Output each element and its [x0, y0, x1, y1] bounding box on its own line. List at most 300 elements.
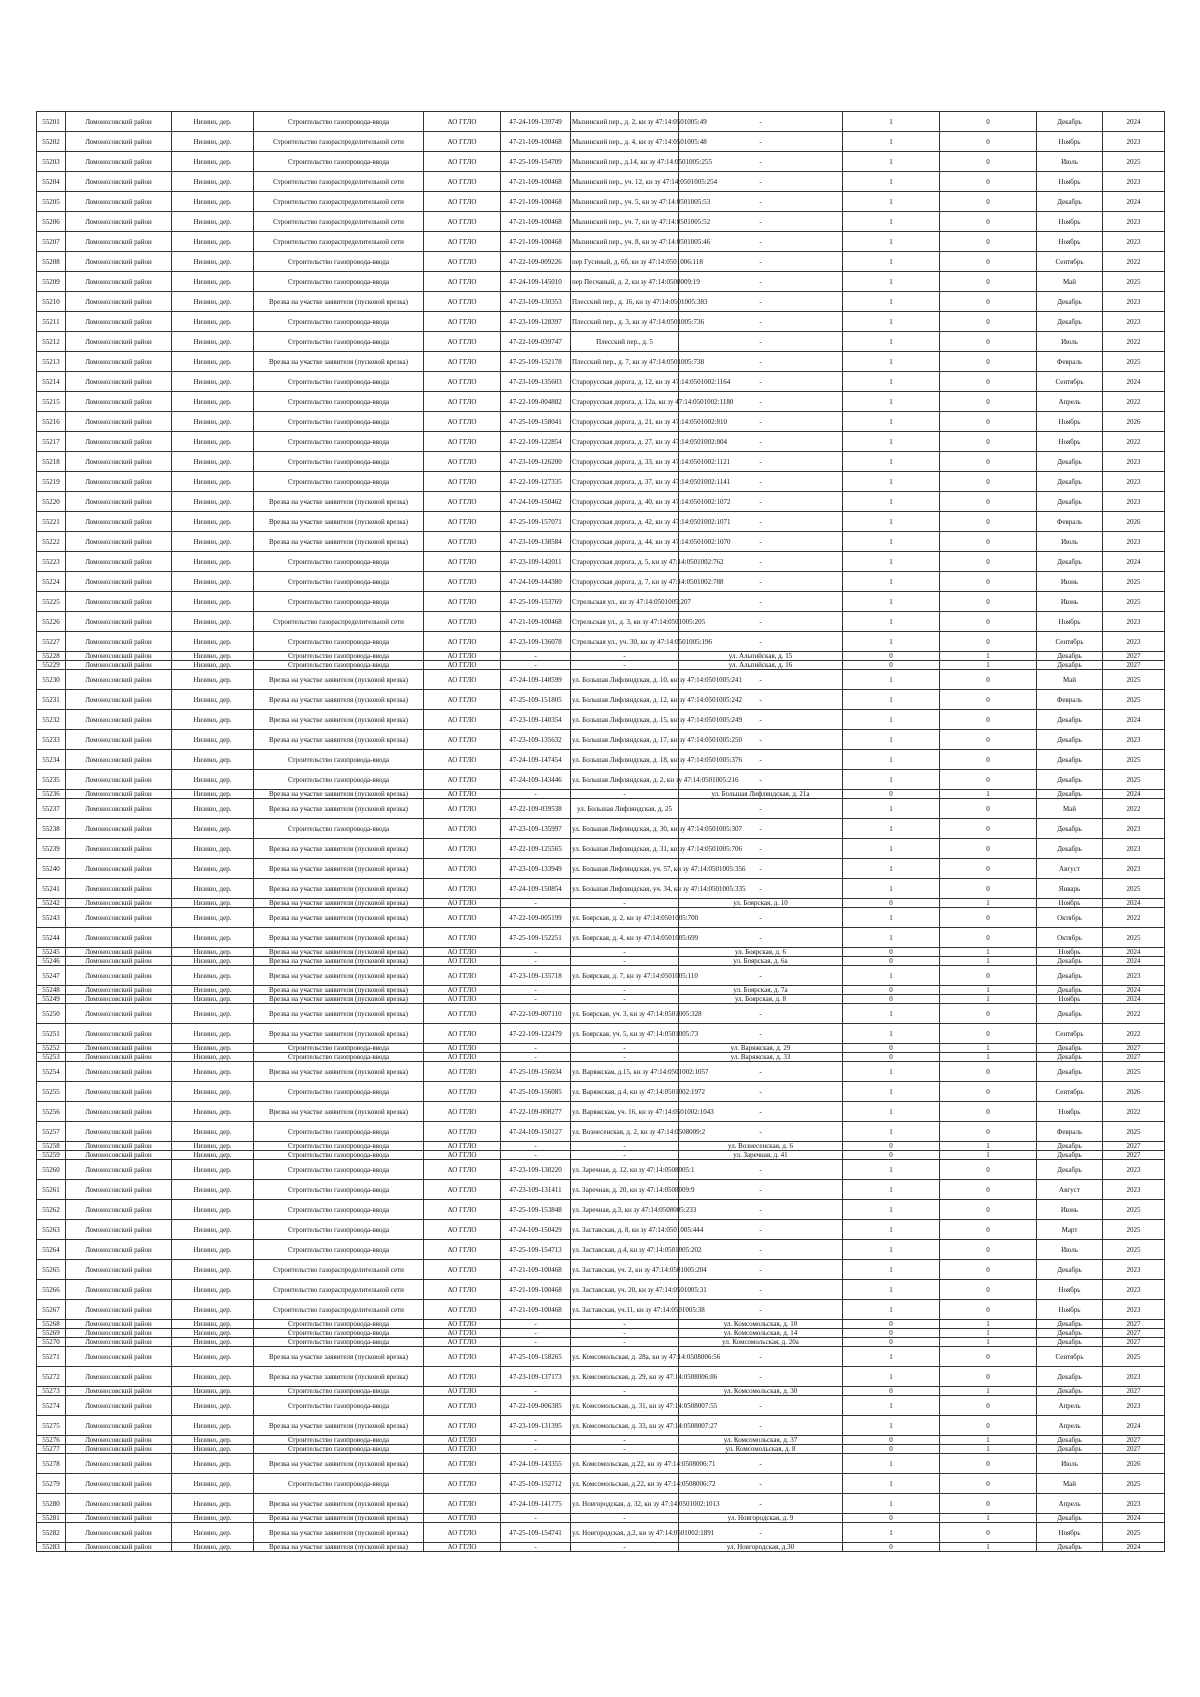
- cell-year: 2027: [1103, 1320, 1165, 1329]
- cell-row-number: 55273: [37, 1387, 66, 1396]
- cell-district: Ломоносовский район: [66, 1062, 172, 1082]
- cell-application-number: 47-25-109-152712: [501, 1474, 571, 1494]
- cell-year: 2022: [1103, 252, 1165, 272]
- cell-district: Ломоносовский район: [66, 790, 172, 799]
- cell-application-number: -: [501, 1436, 571, 1445]
- cell-row-number: 55256: [37, 1102, 66, 1122]
- cell-count-without-contract: 0: [940, 1454, 1037, 1474]
- cell-year: 2023: [1103, 132, 1165, 152]
- cell-row-number: 55249: [37, 995, 66, 1004]
- cell-count-without-contract: 0: [940, 1160, 1037, 1180]
- cell-count-with-contract: 1: [843, 152, 940, 172]
- table-row: [37, 112, 1165, 132]
- cell-address-cadastral: Плесский пер., д. 5: [571, 332, 679, 352]
- cell-settlement: Низино, дер.: [172, 332, 254, 352]
- cell-organization: АО ГГЛО: [424, 512, 501, 532]
- cell-district: Ломоносовский район: [66, 312, 172, 332]
- cell-application-number: -: [501, 1044, 571, 1053]
- cell-application-number: 47-24-109-145010: [501, 272, 571, 292]
- cell-address-cadastral: ул. Комсомольская, д. 29, кн зу 47:14:0508006:86: [571, 1367, 679, 1387]
- table-row: [37, 312, 1165, 332]
- cell-address-cadastral: Мызинский пер., уч. 5, кн зу 47:14:0501005:53: [571, 192, 679, 212]
- cell-count-with-contract: 1: [843, 799, 940, 819]
- cell-work-type: Врезка на участке заявителя (пусковой врезка): [254, 512, 424, 532]
- cell-count-without-contract: 0: [940, 612, 1037, 632]
- cell-district: Ломоносовский район: [66, 908, 172, 928]
- cell-work-type: Строительство газопровода-ввода: [254, 312, 424, 332]
- cell-application-number: 47-21-109-100468: [501, 1300, 571, 1320]
- cell-work-type: Врезка на участке заявителя (пусковой врезка): [254, 1514, 424, 1523]
- cell-address-unregistered: -: [679, 1474, 843, 1494]
- cell-count-with-contract: 1: [843, 1260, 940, 1280]
- cell-settlement: Низино, дер.: [172, 1280, 254, 1300]
- cell-district: Ломоносовский район: [66, 690, 172, 710]
- cell-address-cadastral: -: [571, 1044, 679, 1053]
- cell-work-type: Строительство газопровода-ввода: [254, 1044, 424, 1053]
- cell-settlement: Низино, дер.: [172, 1260, 254, 1280]
- cell-application-number: -: [501, 790, 571, 799]
- cell-work-type: Врезка на участке заявителя (пусковой врезка): [254, 1347, 424, 1367]
- cell-address-unregistered: -: [679, 1523, 843, 1543]
- cell-count-without-contract: 0: [940, 492, 1037, 512]
- cell-count-without-contract: 0: [940, 452, 1037, 472]
- table-row: [37, 1062, 1165, 1082]
- cell-row-number: 55214: [37, 372, 66, 392]
- cell-organization: АО ГГЛО: [424, 1474, 501, 1494]
- cell-settlement: Низино, дер.: [172, 670, 254, 690]
- cell-address-cadastral: ул. Большая Лифляндская, д. 12, кн зу 47:14:0501005:242: [571, 690, 679, 710]
- cell-settlement: Низино, дер.: [172, 1240, 254, 1260]
- cell-application-number: 47-22-109-039538: [501, 799, 571, 819]
- cell-address-cadastral: -: [571, 957, 679, 966]
- table-row: [37, 799, 1165, 819]
- cell-settlement: Низино, дер.: [172, 312, 254, 332]
- cell-work-type: Строительство газопровода-ввода: [254, 112, 424, 132]
- table-row: [37, 452, 1165, 472]
- cell-count-with-contract: 0: [843, 1338, 940, 1347]
- cell-settlement: Низино, дер.: [172, 1151, 254, 1160]
- cell-count-with-contract: 1: [843, 372, 940, 392]
- cell-count-with-contract: 1: [843, 1200, 940, 1220]
- cell-year: 2022: [1103, 1102, 1165, 1122]
- cell-work-type: Врезка на участке заявителя (пусковой врезка): [254, 1102, 424, 1122]
- cell-address-cadastral: ул. Заставская, д.4, кн зу 47:14:0501005:202: [571, 1240, 679, 1260]
- cell-address-cadastral: Стрельская ул., кн зу 47:14:0501005:207: [571, 592, 679, 612]
- cell-count-with-contract: 0: [843, 995, 940, 1004]
- cell-address-cadastral: ул. Комсомольская, д. 28а, кн зу 47:14:0508006:56: [571, 1347, 679, 1367]
- cell-month: Декабрь: [1037, 492, 1103, 512]
- cell-application-number: 47-21-109-100468: [501, 1280, 571, 1300]
- cell-year: 2024: [1103, 192, 1165, 212]
- cell-organization: АО ГГЛО: [424, 1416, 501, 1436]
- cell-address-cadastral: ул. Большая Лифляндская, д. 17, кн зу 47:14:0501005:250: [571, 730, 679, 750]
- cell-address-unregistered: -: [679, 1494, 843, 1514]
- cell-organization: АО ГГЛО: [424, 632, 501, 652]
- cell-month: Декабрь: [1037, 710, 1103, 730]
- cell-district: Ломоносовский район: [66, 966, 172, 986]
- cell-address-cadastral: Мызинский пер., уч. 12, кн зу 47:14:0501005:254: [571, 172, 679, 192]
- cell-address-cadastral: -: [571, 986, 679, 995]
- cell-district: Ломоносовский район: [66, 1240, 172, 1260]
- cell-year: 2025: [1103, 1474, 1165, 1494]
- cell-count-with-contract: 1: [843, 928, 940, 948]
- cell-organization: АО ГГЛО: [424, 839, 501, 859]
- cell-application-number: -: [501, 1142, 571, 1151]
- cell-count-with-contract: 0: [843, 986, 940, 995]
- cell-month: Ноябрь: [1037, 212, 1103, 232]
- cell-row-number: 55239: [37, 839, 66, 859]
- table-row: [37, 966, 1165, 986]
- cell-row-number: 55248: [37, 986, 66, 995]
- cell-year: 2024: [1103, 372, 1165, 392]
- cell-address-cadastral: Старорусская дорога, д. 5, кн зу 47:14:0501002:762: [571, 552, 679, 572]
- cell-district: Ломоносовский район: [66, 730, 172, 750]
- cell-row-number: 55253: [37, 1053, 66, 1062]
- cell-address-unregistered: ул. Новгородская, д.30: [679, 1543, 843, 1552]
- cell-application-number: 47-21-109-100468: [501, 172, 571, 192]
- cell-count-with-contract: 1: [843, 272, 940, 292]
- cell-count-with-contract: 1: [843, 1024, 940, 1044]
- cell-work-type: Строительство газопровода-ввода: [254, 1142, 424, 1151]
- cell-count-with-contract: 1: [843, 1494, 940, 1514]
- cell-application-number: 47-22-109-009226: [501, 252, 571, 272]
- cell-year: 2023: [1103, 472, 1165, 492]
- cell-district: Ломоносовский район: [66, 472, 172, 492]
- cell-year: 2027: [1103, 1329, 1165, 1338]
- cell-row-number: 55283: [37, 1543, 66, 1552]
- cell-work-type: Строительство газопровода-ввода: [254, 819, 424, 839]
- cell-settlement: Низино, дер.: [172, 352, 254, 372]
- cell-address-cadastral: пер Песчаный, д. 2, кн зу 47:14:0508009:19: [571, 272, 679, 292]
- cell-settlement: Низино, дер.: [172, 966, 254, 986]
- table-row: [37, 661, 1165, 670]
- cell-year: 2023: [1103, 1280, 1165, 1300]
- cell-count-without-contract: 0: [940, 1474, 1037, 1494]
- cell-row-number: 55251: [37, 1024, 66, 1044]
- cell-month: Август: [1037, 859, 1103, 879]
- cell-address-cadastral: Плесский пер., д. 16, кн зу 47:14:0501005:383: [571, 292, 679, 312]
- cell-district: Ломоносовский район: [66, 1180, 172, 1200]
- cell-year: 2025: [1103, 152, 1165, 172]
- table-row: [37, 492, 1165, 512]
- cell-row-number: 55258: [37, 1142, 66, 1151]
- cell-organization: АО ГГЛО: [424, 966, 501, 986]
- cell-address-unregistered: ул. Новгородская, д. 9: [679, 1514, 843, 1523]
- cell-district: Ломоносовский район: [66, 632, 172, 652]
- cell-address-unregistered: -: [679, 272, 843, 292]
- cell-settlement: Низино, дер.: [172, 1220, 254, 1240]
- cell-settlement: Низино, дер.: [172, 799, 254, 819]
- cell-settlement: Низино, дер.: [172, 172, 254, 192]
- cell-month: Апрель: [1037, 392, 1103, 412]
- cell-count-with-contract: 0: [843, 899, 940, 908]
- cell-work-type: Строительство газопровода-ввода: [254, 750, 424, 770]
- cell-year: 2023: [1103, 819, 1165, 839]
- cell-address-cadastral: ул. Заставская, д. 8, кн зу 47:14:0501005:444: [571, 1220, 679, 1240]
- cell-count-with-contract: 1: [843, 1082, 940, 1102]
- cell-organization: АО ГГЛО: [424, 928, 501, 948]
- cell-settlement: Низино, дер.: [172, 572, 254, 592]
- cell-count-with-contract: 1: [843, 532, 940, 552]
- cell-settlement: Низино, дер.: [172, 1142, 254, 1151]
- cell-month: Декабрь: [1037, 661, 1103, 670]
- cell-work-type: Строительство газопровода-ввода: [254, 252, 424, 272]
- cell-month: Ноябрь: [1037, 172, 1103, 192]
- cell-settlement: Низино, дер.: [172, 1024, 254, 1044]
- table-row: [37, 1102, 1165, 1122]
- table-row: [37, 1387, 1165, 1396]
- table-row: [37, 750, 1165, 770]
- cell-row-number: 55270: [37, 1338, 66, 1347]
- cell-work-type: Строительство газопровода-ввода: [254, 452, 424, 472]
- cell-address-unregistered: -: [679, 252, 843, 272]
- cell-organization: АО ГГЛО: [424, 1523, 501, 1543]
- cell-count-without-contract: 0: [940, 292, 1037, 312]
- cell-count-with-contract: 1: [843, 966, 940, 986]
- cell-row-number: 55278: [37, 1454, 66, 1474]
- table-row: [37, 1436, 1165, 1445]
- cell-settlement: Низино, дер.: [172, 1514, 254, 1523]
- cell-application-number: 47-22-109-122854: [501, 432, 571, 452]
- cell-work-type: Строительство газопровода-ввода: [254, 1396, 424, 1416]
- cell-count-with-contract: 1: [843, 452, 940, 472]
- cell-organization: АО ГГЛО: [424, 1053, 501, 1062]
- cell-district: Ломоносовский район: [66, 1280, 172, 1300]
- cell-application-number: 47-24-109-148599: [501, 670, 571, 690]
- table-row: [37, 532, 1165, 552]
- cell-address-cadastral: -: [571, 1338, 679, 1347]
- cell-row-number: 55206: [37, 212, 66, 232]
- cell-address-cadastral: -: [571, 1387, 679, 1396]
- table-row: [37, 1260, 1165, 1280]
- cell-count-without-contract: 1: [940, 1151, 1037, 1160]
- cell-application-number: 47-22-109-004882: [501, 392, 571, 412]
- cell-count-without-contract: 0: [940, 192, 1037, 212]
- cell-district: Ломоносовский район: [66, 1387, 172, 1396]
- cell-organization: АО ГГЛО: [424, 1260, 501, 1280]
- cell-count-without-contract: 0: [940, 512, 1037, 532]
- table-row: [37, 1543, 1165, 1552]
- cell-month: Апрель: [1037, 1396, 1103, 1416]
- cell-organization: АО ГГЛО: [424, 1160, 501, 1180]
- cell-address-unregistered: -: [679, 192, 843, 212]
- cell-settlement: Низино, дер.: [172, 112, 254, 132]
- cell-organization: АО ГГЛО: [424, 352, 501, 372]
- cell-application-number: 47-24-109-150127: [501, 1122, 571, 1142]
- table-row: [37, 432, 1165, 452]
- cell-month: Декабрь: [1037, 790, 1103, 799]
- cell-address-unregistered: ул. Альпийская, д. 16: [679, 661, 843, 670]
- cell-district: Ломоносовский район: [66, 332, 172, 352]
- cell-application-number: 47-22-109-005199: [501, 908, 571, 928]
- cell-work-type: Строительство газораспределительной сети: [254, 212, 424, 232]
- cell-row-number: 55217: [37, 432, 66, 452]
- cell-row-number: 55205: [37, 192, 66, 212]
- cell-address-unregistered: -: [679, 1160, 843, 1180]
- cell-work-type: Врезка на участке заявителя (пусковой врезка): [254, 928, 424, 948]
- table-row: [37, 152, 1165, 172]
- cell-count-without-contract: 0: [940, 172, 1037, 192]
- cell-settlement: Низино, дер.: [172, 1454, 254, 1474]
- cell-settlement: Низино, дер.: [172, 1338, 254, 1347]
- cell-work-type: Врезка на участке заявителя (пусковой врезка): [254, 1494, 424, 1514]
- cell-settlement: Низино, дер.: [172, 212, 254, 232]
- cell-year: 2026: [1103, 412, 1165, 432]
- table-row: [37, 670, 1165, 690]
- cell-row-number: 55224: [37, 572, 66, 592]
- table-row: [37, 1200, 1165, 1220]
- cell-month: Апрель: [1037, 1494, 1103, 1514]
- cell-count-with-contract: 0: [843, 1320, 940, 1329]
- cell-count-without-contract: 0: [940, 1416, 1037, 1436]
- cell-year: 2023: [1103, 312, 1165, 332]
- cell-year: 2022: [1103, 332, 1165, 352]
- table-row: [37, 132, 1165, 152]
- cell-year: 2023: [1103, 839, 1165, 859]
- table-row: [37, 1142, 1165, 1151]
- cell-count-with-contract: 1: [843, 612, 940, 632]
- table-row: [37, 392, 1165, 412]
- cell-application-number: 47-21-109-100468: [501, 232, 571, 252]
- cell-district: Ломоносовский район: [66, 452, 172, 472]
- cell-row-number: 55202: [37, 132, 66, 152]
- cell-row-number: 55274: [37, 1396, 66, 1416]
- cell-row-number: 55259: [37, 1151, 66, 1160]
- cell-count-with-contract: 0: [843, 1436, 940, 1445]
- cell-district: Ломоносовский район: [66, 392, 172, 412]
- cell-address-unregistered: ул. Комсомольская, д. 37: [679, 1436, 843, 1445]
- cell-application-number: 47-25-109-152251: [501, 928, 571, 948]
- cell-row-number: 55210: [37, 292, 66, 312]
- cell-settlement: Низино, дер.: [172, 432, 254, 452]
- table-row: [37, 612, 1165, 632]
- cell-settlement: Низино, дер.: [172, 232, 254, 252]
- cell-application-number: 47-25-109-158041: [501, 412, 571, 432]
- cell-application-number: -: [501, 1543, 571, 1552]
- cell-address-cadastral: -: [571, 1329, 679, 1338]
- cell-month: Июль: [1037, 152, 1103, 172]
- cell-count-with-contract: 1: [843, 819, 940, 839]
- cell-address-unregistered: ул. Варяжская, д. 33: [679, 1053, 843, 1062]
- cell-count-without-contract: 1: [940, 652, 1037, 661]
- cell-settlement: Низино, дер.: [172, 790, 254, 799]
- table-row: [37, 1454, 1165, 1474]
- cell-work-type: Строительство газопровода-ввода: [254, 1122, 424, 1142]
- cell-year: 2025: [1103, 272, 1165, 292]
- cell-year: 2023: [1103, 1260, 1165, 1280]
- cell-row-number: 55203: [37, 152, 66, 172]
- cell-application-number: 47-23-109-135718: [501, 966, 571, 986]
- cell-organization: АО ГГЛО: [424, 799, 501, 819]
- cell-work-type: Строительство газопровода-ввода: [254, 1338, 424, 1347]
- cell-settlement: Низино, дер.: [172, 899, 254, 908]
- cell-application-number: 47-24-109-143446: [501, 770, 571, 790]
- cell-organization: АО ГГЛО: [424, 690, 501, 710]
- cell-count-without-contract: 1: [940, 1053, 1037, 1062]
- cell-address-unregistered: -: [679, 1004, 843, 1024]
- cell-count-without-contract: 0: [940, 572, 1037, 592]
- cell-application-number: 47-22-109-008277: [501, 1102, 571, 1122]
- cell-row-number: 55280: [37, 1494, 66, 1514]
- cell-count-without-contract: 0: [940, 690, 1037, 710]
- cell-organization: АО ГГЛО: [424, 552, 501, 572]
- cell-year: 2024: [1103, 790, 1165, 799]
- cell-month: Август: [1037, 1180, 1103, 1200]
- records-table: [36, 111, 1165, 1552]
- cell-row-number: 55263: [37, 1220, 66, 1240]
- cell-work-type: Врезка на участке заявителя (пусковой врезка): [254, 995, 424, 1004]
- cell-year: 2024: [1103, 710, 1165, 730]
- cell-month: Май: [1037, 1474, 1103, 1494]
- cell-address-unregistered: -: [679, 432, 843, 452]
- cell-organization: АО ГГЛО: [424, 899, 501, 908]
- table-row: [37, 552, 1165, 572]
- cell-application-number: 47-24-109-144380: [501, 572, 571, 592]
- cell-organization: АО ГГЛО: [424, 819, 501, 839]
- cell-row-number: 55255: [37, 1082, 66, 1102]
- cell-month: Декабрь: [1037, 292, 1103, 312]
- cell-year: 2023: [1103, 452, 1165, 472]
- cell-application-number: 47-23-109-131395: [501, 1416, 571, 1436]
- cell-month: Декабрь: [1037, 1260, 1103, 1280]
- cell-month: Ноябрь: [1037, 995, 1103, 1004]
- cell-year: 2027: [1103, 1338, 1165, 1347]
- cell-settlement: Низино, дер.: [172, 392, 254, 412]
- cell-address-unregistered: -: [679, 1347, 843, 1367]
- cell-application-number: 47-23-109-130353: [501, 292, 571, 312]
- cell-address-unregistered: -: [679, 292, 843, 312]
- cell-work-type: Строительство газораспределительной сети: [254, 1260, 424, 1280]
- cell-organization: АО ГГЛО: [424, 652, 501, 661]
- cell-work-type: Строительство газопровода-ввода: [254, 1151, 424, 1160]
- cell-address-unregistered: -: [679, 1300, 843, 1320]
- cell-settlement: Низино, дер.: [172, 292, 254, 312]
- cell-row-number: 55241: [37, 879, 66, 899]
- cell-work-type: Врезка на участке заявителя (пусковой врезка): [254, 670, 424, 690]
- cell-settlement: Низино, дер.: [172, 1004, 254, 1024]
- cell-organization: АО ГГЛО: [424, 1300, 501, 1320]
- table-row: [37, 1416, 1165, 1436]
- cell-count-with-contract: 1: [843, 879, 940, 899]
- cell-month: Декабрь: [1037, 730, 1103, 750]
- cell-address-unregistered: ул. Боярская, д. 6: [679, 948, 843, 957]
- cell-work-type: Строительство газопровода-ввода: [254, 632, 424, 652]
- cell-district: Ломоносовский район: [66, 272, 172, 292]
- cell-year: 2025: [1103, 1200, 1165, 1220]
- cell-year: 2025: [1103, 1122, 1165, 1142]
- cell-work-type: Врезка на участке заявителя (пусковой врезка): [254, 1024, 424, 1044]
- table-row: [37, 1347, 1165, 1367]
- cell-row-number: 55204: [37, 172, 66, 192]
- cell-year: 2025: [1103, 690, 1165, 710]
- cell-organization: АО ГГЛО: [424, 730, 501, 750]
- cell-address-unregistered: -: [679, 1220, 843, 1240]
- cell-row-number: 55275: [37, 1416, 66, 1436]
- cell-month: Ноябрь: [1037, 1102, 1103, 1122]
- cell-address-cadastral: -: [571, 1151, 679, 1160]
- cell-settlement: Низино, дер.: [172, 957, 254, 966]
- table-row: [37, 1320, 1165, 1329]
- cell-row-number: 55226: [37, 612, 66, 632]
- cell-month: Июнь: [1037, 1200, 1103, 1220]
- cell-count-with-contract: 1: [843, 472, 940, 492]
- cell-application-number: 47-24-109-139749: [501, 112, 571, 132]
- cell-address-unregistered: -: [679, 372, 843, 392]
- cell-work-type: Строительство газопровода-ввода: [254, 592, 424, 612]
- cell-application-number: 47-25-109-154741: [501, 1523, 571, 1543]
- cell-row-number: 55262: [37, 1200, 66, 1220]
- cell-month: Декабрь: [1037, 1004, 1103, 1024]
